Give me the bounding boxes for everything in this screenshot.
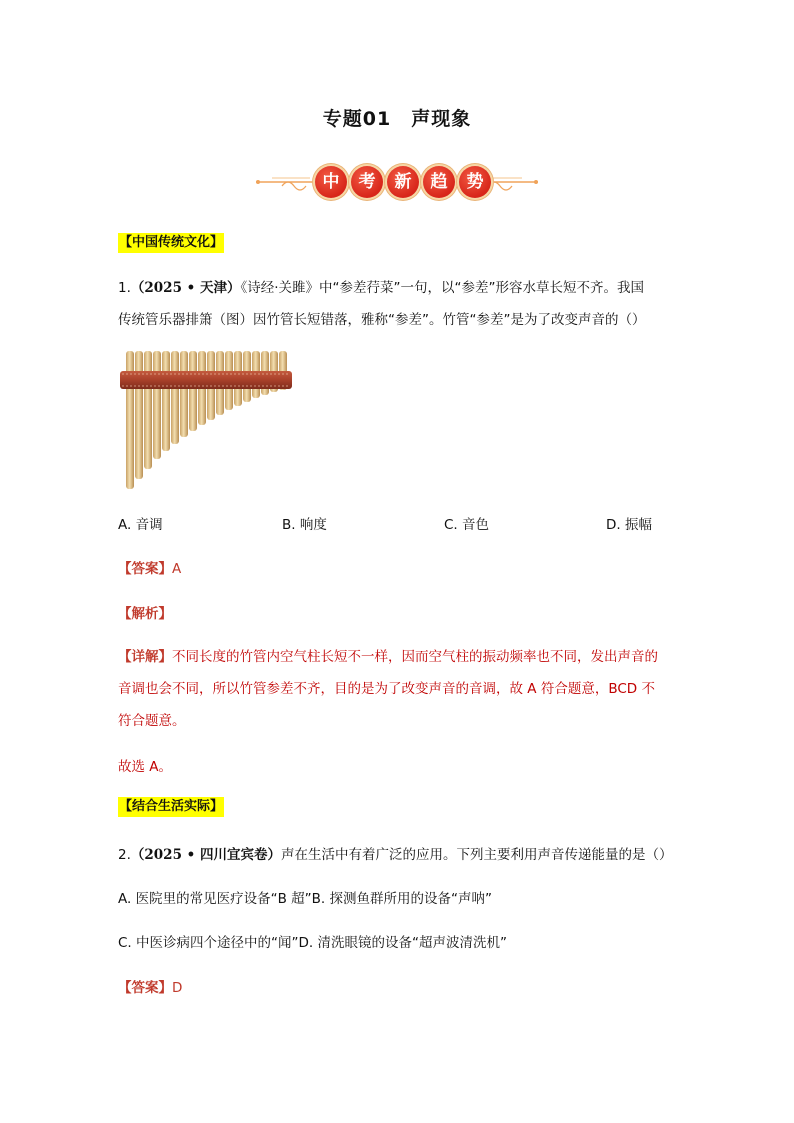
panpipe-image: [118, 349, 296, 491]
question-number: 2.: [118, 847, 131, 863]
question-number: 1.: [118, 280, 131, 296]
option-b[interactable]: B. 响度: [282, 517, 327, 533]
banner-char: 考: [351, 166, 383, 198]
option-c[interactable]: C. 音色: [444, 517, 490, 533]
detail-line: 符合题意。: [118, 713, 186, 729]
detail-line: 音调也会不同，所以竹管参差不齐，目的是为了改变声音的音调，故 A 符合题意，BCD 不: [118, 681, 655, 697]
answer-value: D: [172, 980, 183, 996]
answer-2: [118, 976, 182, 996]
question-2-text: [118, 843, 673, 863]
option-a[interactable]: A. 音调: [118, 517, 163, 533]
section-tag-culture: 【中国传统文化】: [118, 233, 224, 253]
banner-char: 新: [387, 166, 419, 198]
banner-char: 趋: [423, 166, 455, 198]
detail-label: 【详解】: [118, 649, 172, 665]
detail-line: 不同长度的竹管内空气柱长短不一样，因而空气柱的振动频率也不同，发出声音的: [172, 649, 658, 665]
page-title: 专题01 声现象: [322, 108, 472, 130]
banner-char: 势: [459, 166, 491, 198]
question-source: （2025 • 四川宜宾卷）: [130, 847, 281, 863]
detail-explanation: [118, 641, 678, 737]
conclusion: 故选 A。: [118, 759, 173, 775]
question-source: （2025 • 天津）: [130, 280, 241, 296]
section-tag-life: 【结合生活实际】: [118, 797, 224, 817]
question-text-line: 传统管乐器排箫（图）因竹管长短错落，雅称“参差”。竹管“参差”是为了改变声音的（）: [118, 312, 646, 328]
option-d[interactable]: D. 振幅: [606, 517, 652, 533]
question-1-text: [118, 272, 678, 336]
trend-banner: [252, 162, 542, 202]
answer-label: 【答案】: [118, 980, 172, 996]
question-text-line: 《诗经·关雎》中“参差荇菜”一句，以“参差”形容水草长短不齐。我国: [240, 280, 645, 296]
question-2-options-row-1[interactable]: A. 医院里的常见医疗设备“B 超”B. 探测鱼群所用的设备“声呐”: [118, 891, 492, 907]
question-text: 声在生活中有着广泛的应用。下列主要利用声音传递能量的是（）: [281, 847, 673, 863]
answer-1: [118, 557, 181, 577]
banner-char: 中: [315, 166, 347, 198]
question-1-options: [118, 513, 678, 533]
answer-value: A: [172, 561, 182, 577]
analysis-label: 【解析】: [118, 606, 172, 622]
answer-label: 【答案】: [118, 561, 172, 577]
question-2-options-row-2[interactable]: C. 中医诊病四个途径中的“闻”D. 清洗眼镜的设备“超声波清洗机”: [118, 935, 507, 951]
